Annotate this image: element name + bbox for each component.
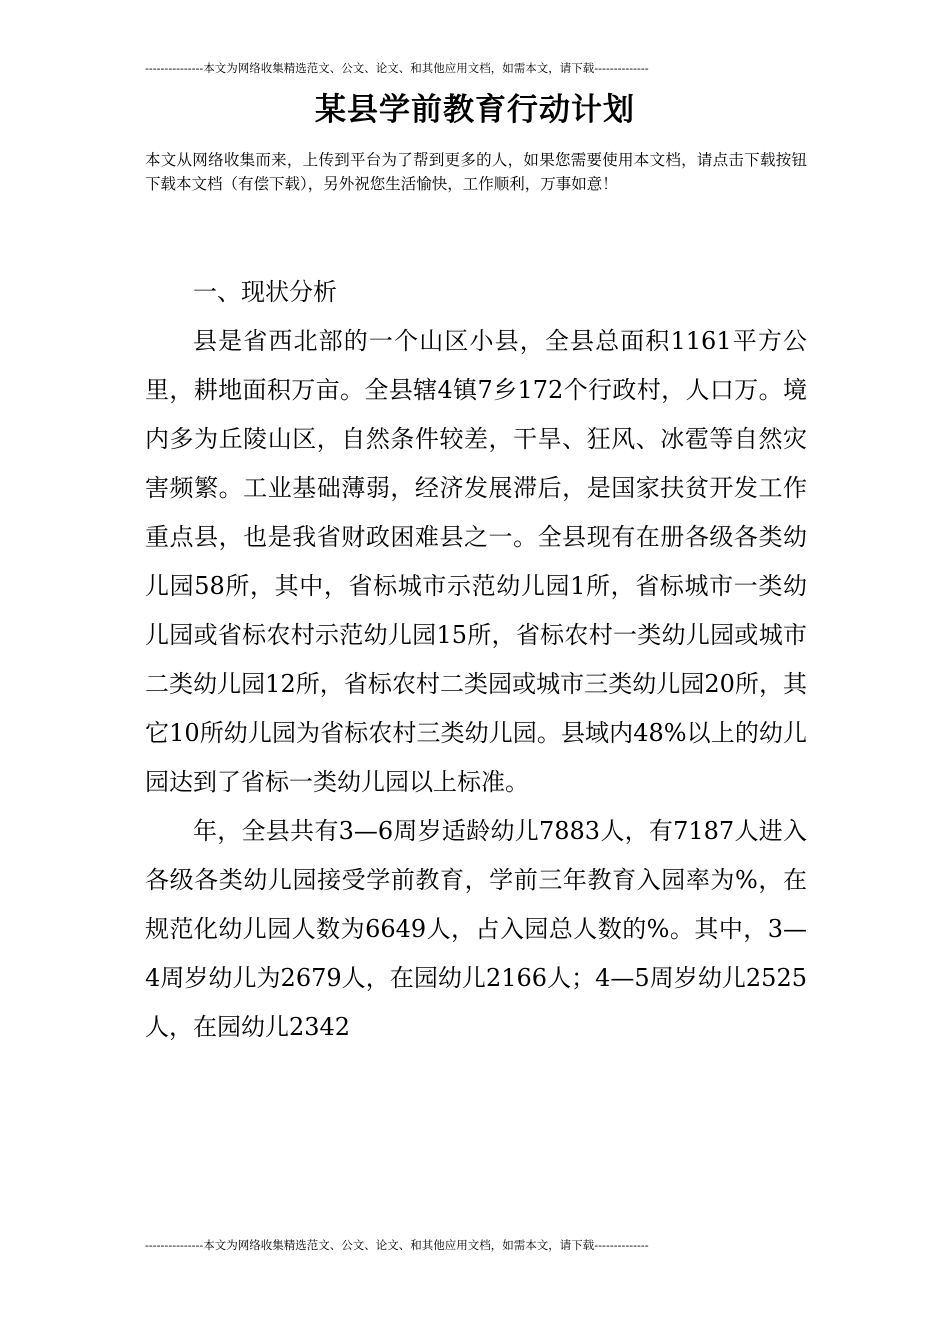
document-title: 某县学前教育行动计划 [315, 92, 635, 128]
intro-note: 本文从网络收集而来，上传到平台为了帮到更多的人，如果您需要使用本文档，请点击下载按钮下载本文档（有偿下载），另外祝您生活愉快，工作顺利，万事如意！ [145, 151, 807, 193]
document-body [145, 268, 807, 1052]
footer-banner: ---------------本文为网络收集精选范文、公文、论文、和其他应用文档，如需本文，请下载-------------- [145, 1238, 649, 1252]
header-banner: ---------------本文为网络收集精选范文、公文、论文、和其他应用文档，如需本文，请下载-------------- [145, 61, 649, 75]
body-paragraph: 年，全县共有3—6周岁适龄幼儿7883人，有7187人进入各级各类幼儿园接受学前教育，学前三年教育入园率为%，在规范化幼儿园人数为6649人，占入园总人数的%。其中，3—4周岁幼儿为2679人，在园幼儿2166人；4—5周岁幼儿2525人，在园幼儿2342 [145, 817, 807, 1041]
body-paragraph: 县是省西北部的一个山区小县，全县总面积1161平方公里，耕地面积万亩。全县辖4镇7乡172个行政村，人口万。境内多为丘陵山区，自然条件较差，干旱、狂风、冰雹等自然灾害频繁。工业基础薄弱，经济发展滞后，是国家扶贫开发工作重点县，也是我省财政困难县之一。全县现有在册各级各类幼儿园58所，其中，省标城市示范幼儿园1所，省标城市一类幼儿园或省标农村示范幼儿园15所，省标农村一类幼儿园或城市二类幼儿园12所，省标农村二类园或城市三类幼儿园20所，其它10所幼儿园为省标农村三类幼儿园。县域内48%以上的幼儿园达到了省标一类幼儿园以上标准。 [145, 327, 807, 796]
section-heading: 一、现状分析 [193, 278, 337, 306]
